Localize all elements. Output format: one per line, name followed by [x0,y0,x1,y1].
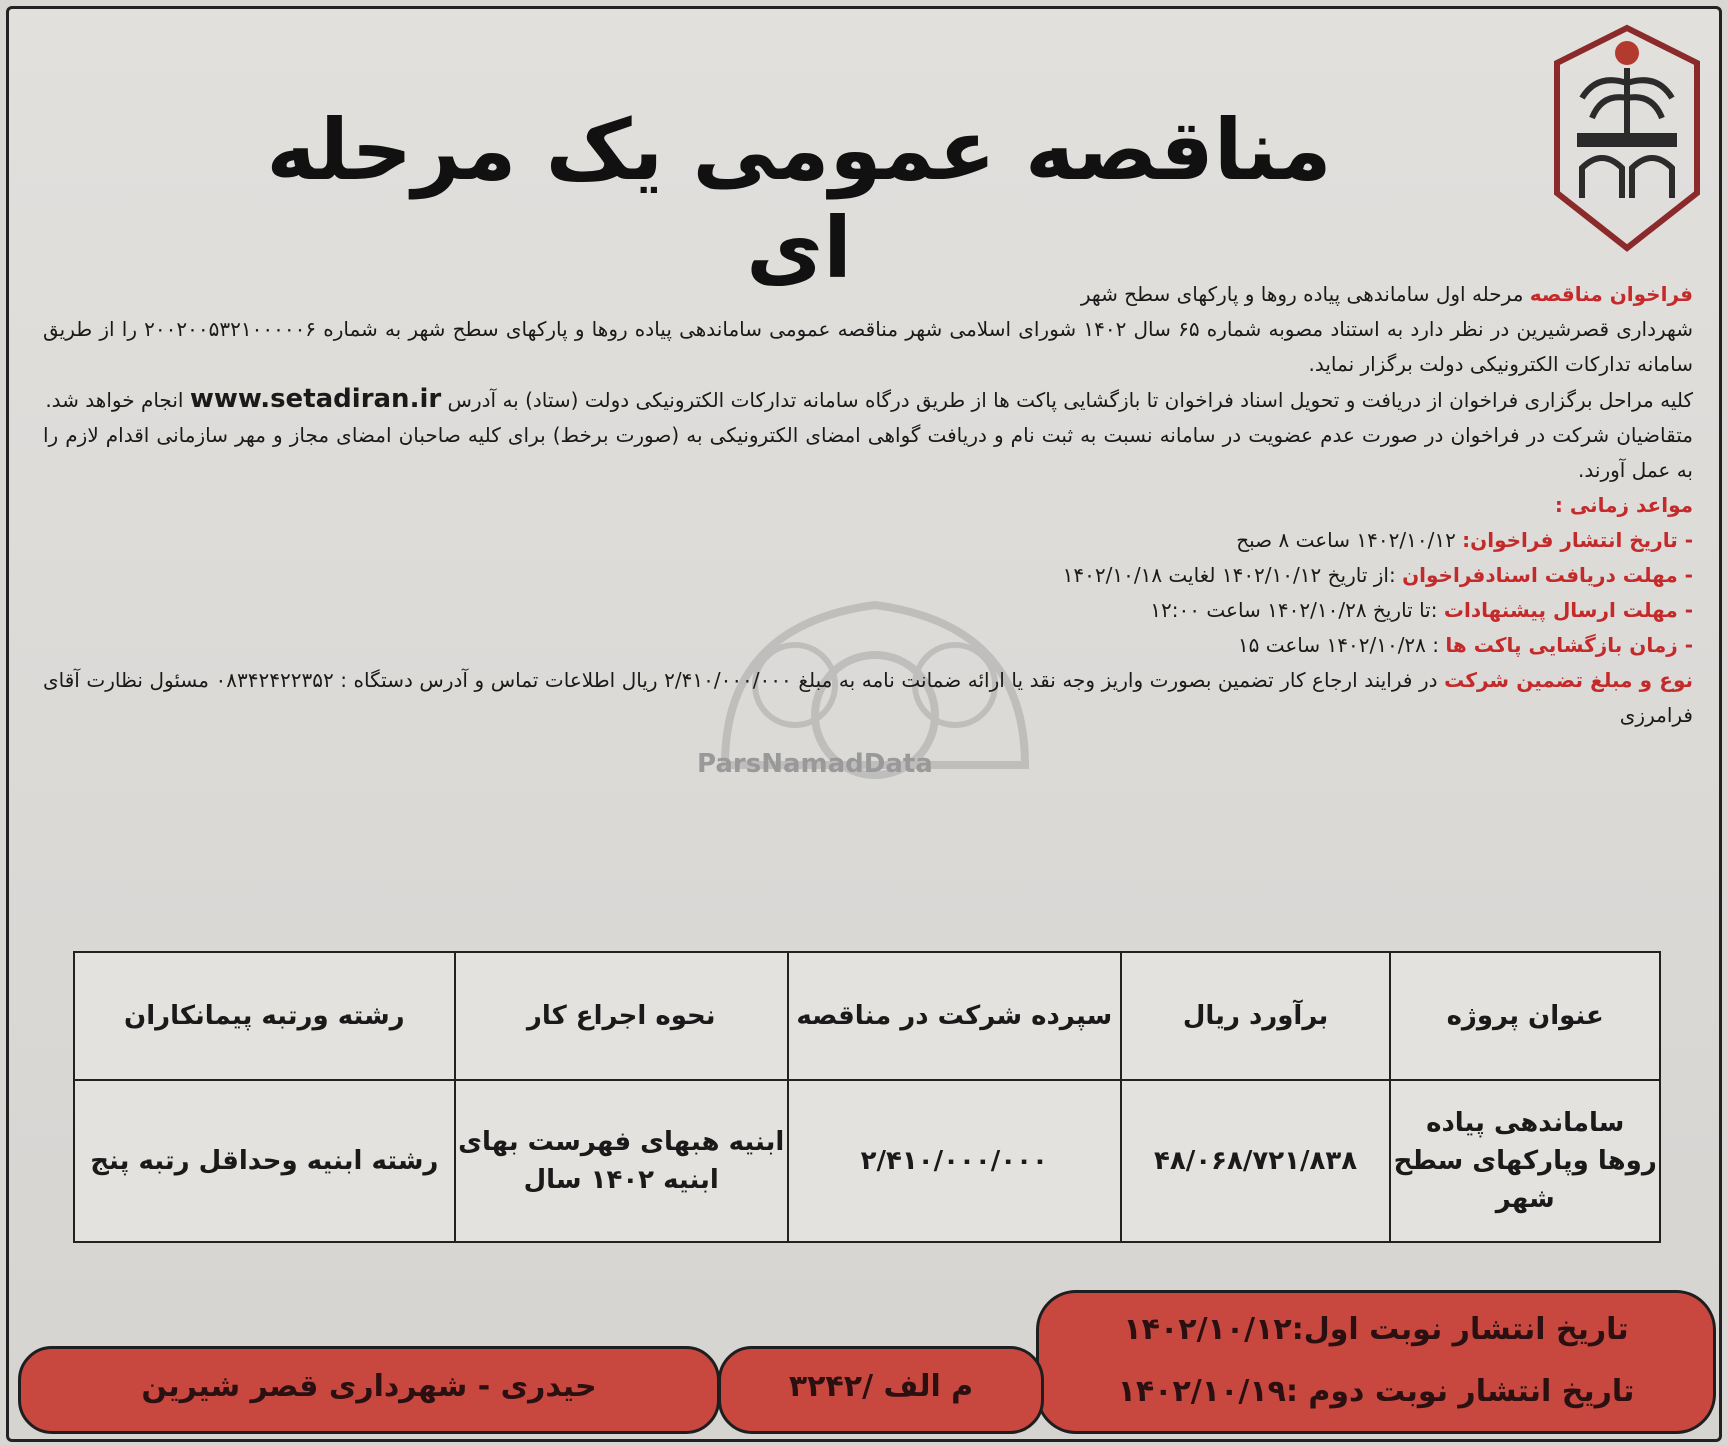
notice-headline: مناقصه عمومی یک مرحله ای [266,101,1332,297]
notice-frame [6,6,1722,1442]
intro-paragraph-3: متقاضیان شرکت در فراخوان در صورت عدم عضویت در سامانه نسبت به ثبت نام و دریافت گواهی امضای الکترونیکی به (صورت برخط) برای کلیه صاحبان امضای مجاز و مهر سازمانی اقدام لازم را به عمل آورند. [43,423,1693,482]
schedule-value: :از تاریخ ۱۴۰۲/۱۰/۱۲ لغایت ۱۴۰۲/۱۰/۱۸ [1062,563,1396,587]
column-header: سپرده شرکت در مناقصه [788,952,1121,1080]
column-header: نحوه اجراع کار [455,952,788,1080]
schedule-item [43,593,1693,628]
schedule-value: :تا تاریخ ۱۴۰۲/۱۰/۲۸ ساعت ۱۲:۰۰ [1150,598,1438,622]
publication-dates-badge [1036,1290,1716,1434]
schedule-title: مواعد زمانی : [1554,493,1693,517]
schedule-label: - مهلت ارسال پیشنهادات [1443,598,1693,622]
schedule-label: - مهلت دریافت اسنادفراخوان [1402,563,1693,587]
para2-before: کلیه مراحل برگزاری فراخوان از دریافت و تحویل اسناد فراخوان تا بازگشایی پاکت ها از طریق درگاه سامانه تدارکات الکترونیکی دولت (ستاد) به آدرس [447,388,1693,412]
call-text: مرحله اول ساماندهی پیاده روها و پارکهای سطح شهر [1080,282,1524,306]
table-cell: ۲/۴۱۰/۰۰۰/۰۰۰ [788,1080,1121,1242]
table-cell: ساماندهی پیاده روها وپارکهای سطح شهر [1390,1080,1660,1242]
table-cell: رشته ابنیه وحداقل رتبه پنج [74,1080,455,1242]
setad-url-link[interactable]: www.setadiran.ir [189,384,442,414]
table-cell: ۴۸/۰۶۸/۷۲۱/۸۳۸ [1121,1080,1391,1242]
guarantee-label: نوع و مبلغ تضمین شرکت [1444,668,1693,692]
notice-code-badge: م الف /۳۲۴۲ [718,1346,1044,1434]
column-header: رشته ورتبه پیمانکاران [74,952,455,1080]
para2-after: انجام خواهد شد. [45,388,184,412]
column-header: عنوان پروژه [1390,952,1660,1080]
schedule-label: - زمان بازگشایی پاکت ها [1445,633,1693,657]
watermark-text: ParsNamadData [697,749,933,779]
intro-paragraph-1: شهرداری قصرشیرین در نظر دارد به استناد مصوبه شماره ۶۵ سال ۱۴۰۲ شورای اسلامی شهر مناقصه عمومی ساماندهی پیاده روها و پارکهای سطح شهر به شماره ۲۰۰۲۰۰۵۳۲۱۰۰۰۰۰۶ را از طریق سامانه تدارکات الکترونیکی دولت برگزار نماید. [43,317,1694,376]
table-cell: ابنیه هبهای فهرست بهای ابنیه ۱۴۰۲ سال [455,1080,788,1242]
call-line [43,277,1693,312]
signature-badge: حیدری - شهرداری قصر شیرین [18,1346,720,1434]
guarantee-line [43,663,1693,733]
table-header-row [74,952,1660,1080]
schedule-item [43,628,1693,663]
intro-paragraph-2 [43,382,1693,418]
schedule-item [43,558,1693,593]
guarantee-text: در فرایند ارجاع کار تضمین بصورت واریز وجه نقد یا ارائه ضمانت نامه به مبلغ ۲/۴۱۰/۰۰۰/۰۰۰ ریال اطلاعات تماس و آدرس دستگاه : ۰۸۳۴۲۴۲۲۳۵۲ مسئول نظارت آقای فرامرزی [43,668,1693,727]
tender-table [73,951,1661,1243]
table-row [74,1080,1660,1242]
schedule-label: - تاریخ انتشار فراخوان: [1462,528,1693,552]
notice-body [43,277,1693,733]
column-header: برآورد ریال [1121,952,1391,1080]
second-publication-date: تاریخ انتشار نوبت دوم :۱۴۰۲/۱۰/۱۹ [1117,1374,1635,1409]
schedule-value: : ۱۴۰۲/۱۰/۲۸ ساعت ۱۵ [1237,633,1440,657]
first-publication-date: تاریخ انتشار نوبت اول:۱۴۰۲/۱۰/۱۲ [1123,1312,1629,1347]
municipality-emblem-icon [1547,23,1707,253]
schedule-item [43,523,1693,558]
call-label: فراخوان مناقصه [1529,282,1693,306]
schedule-value: ۱۴۰۲/۱۰/۱۲ ساعت ۸ صبح [1236,528,1456,552]
